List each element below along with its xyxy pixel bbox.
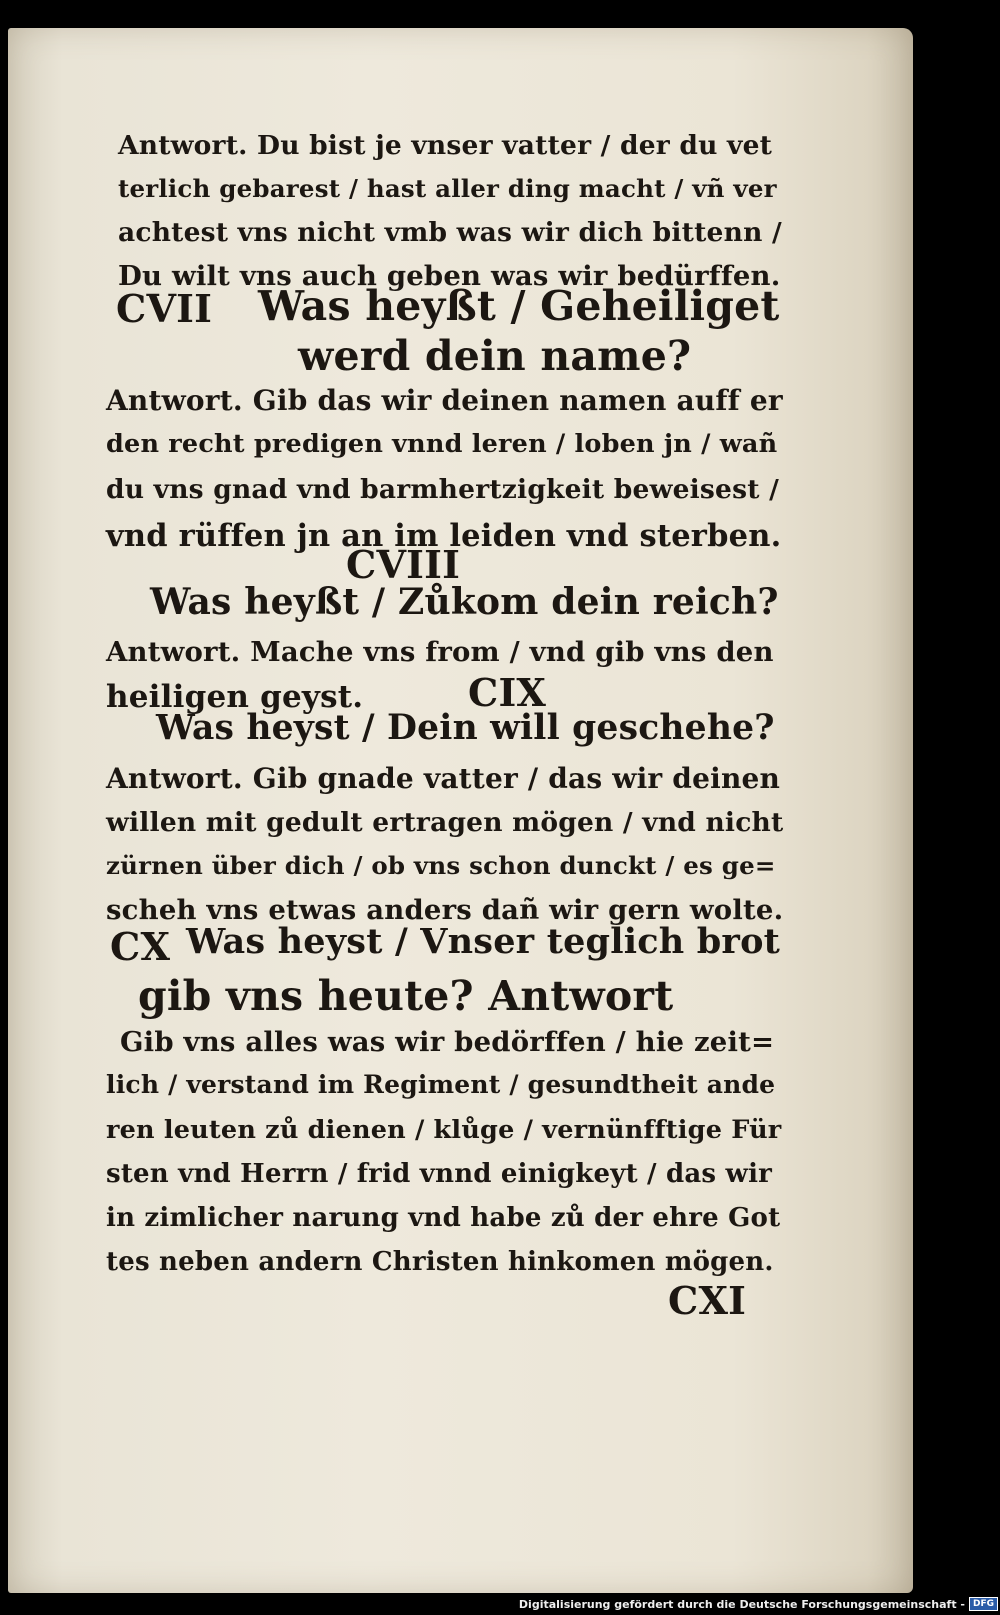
text-line: Du wilt vns auch geben was wir bedürffen.: [118, 260, 781, 292]
text-line: den recht predigen vnnd leren / loben jn / wañ: [106, 429, 778, 459]
text-line: scheh vns etwas anders dañ wir gern wolte.: [106, 894, 784, 926]
text-line: Antwort. Gib das wir deinen namen auff er: [106, 384, 783, 417]
text-line: zürnen über dich / ob vns schon dunckt / es ge=: [106, 851, 776, 880]
question-heading: Was heyst / Dein will geschehe?: [156, 708, 775, 748]
text-line: Antwort. Du bist je vnser vatter / der du vet: [118, 130, 773, 161]
question-heading: Was heyßt / Zůkom dein reich?: [150, 581, 779, 623]
text-line: heiligen geyst.: [106, 679, 364, 715]
text-line: sten vnd Herrn / frid vnnd einigkeyt / das wir: [106, 1159, 773, 1189]
footer-credit: [519, 1597, 998, 1611]
credit-text: Digitalisierung gefördert durch die Deutsche Forschungsgemeinschaft -: [518, 1597, 965, 1611]
text-line: Antwort. Gib gnade vatter / das wir deinen: [106, 762, 781, 795]
dfg-logo: DFG: [969, 1597, 998, 1611]
question-number: CIX: [468, 670, 547, 715]
text-line: vnd rüffen jn an im leiden vnd sterben.: [106, 518, 782, 554]
text-line: lich / verstand im Regiment / gesundtheit ande: [106, 1070, 776, 1099]
question-heading: Was heyßt / Geheiliget: [258, 282, 780, 330]
catchword: CXI: [668, 1278, 747, 1323]
text-line: du vns gnad vnd barmhertzigkeit beweisest /: [106, 474, 779, 505]
question-number: CVIII: [346, 542, 461, 587]
text-line: Gib vns alles was wir bedörffen / hie zeit=: [120, 1026, 775, 1058]
text-line: achtest vns nicht vmb was wir dich bittenn /: [118, 217, 782, 248]
text-line: tes neben andern Christen hinkomen mögen.: [106, 1247, 774, 1277]
question-heading: werd dein name?: [298, 332, 692, 380]
question-heading: gib vns heute? Antwort: [138, 972, 674, 1020]
question-heading: Was heyst / Vnser teglich brot: [186, 921, 780, 962]
text-line: in zimlicher narung vnd habe zů der ehre Got: [106, 1203, 781, 1233]
question-number: CVII: [116, 286, 213, 331]
text-line: willen mit gedult ertragen mögen / vnd nicht: [106, 807, 784, 838]
text-line: Antwort. Mache vns from / vnd gib vns den: [106, 636, 774, 668]
book-page: [8, 28, 913, 1593]
text-line: terlich gebarest / hast aller ding macht / vñ ver: [118, 174, 777, 203]
text-line: ren leuten zů dienen / klůge / vernünfftige Für: [106, 1115, 782, 1145]
question-number: CX: [110, 924, 171, 969]
